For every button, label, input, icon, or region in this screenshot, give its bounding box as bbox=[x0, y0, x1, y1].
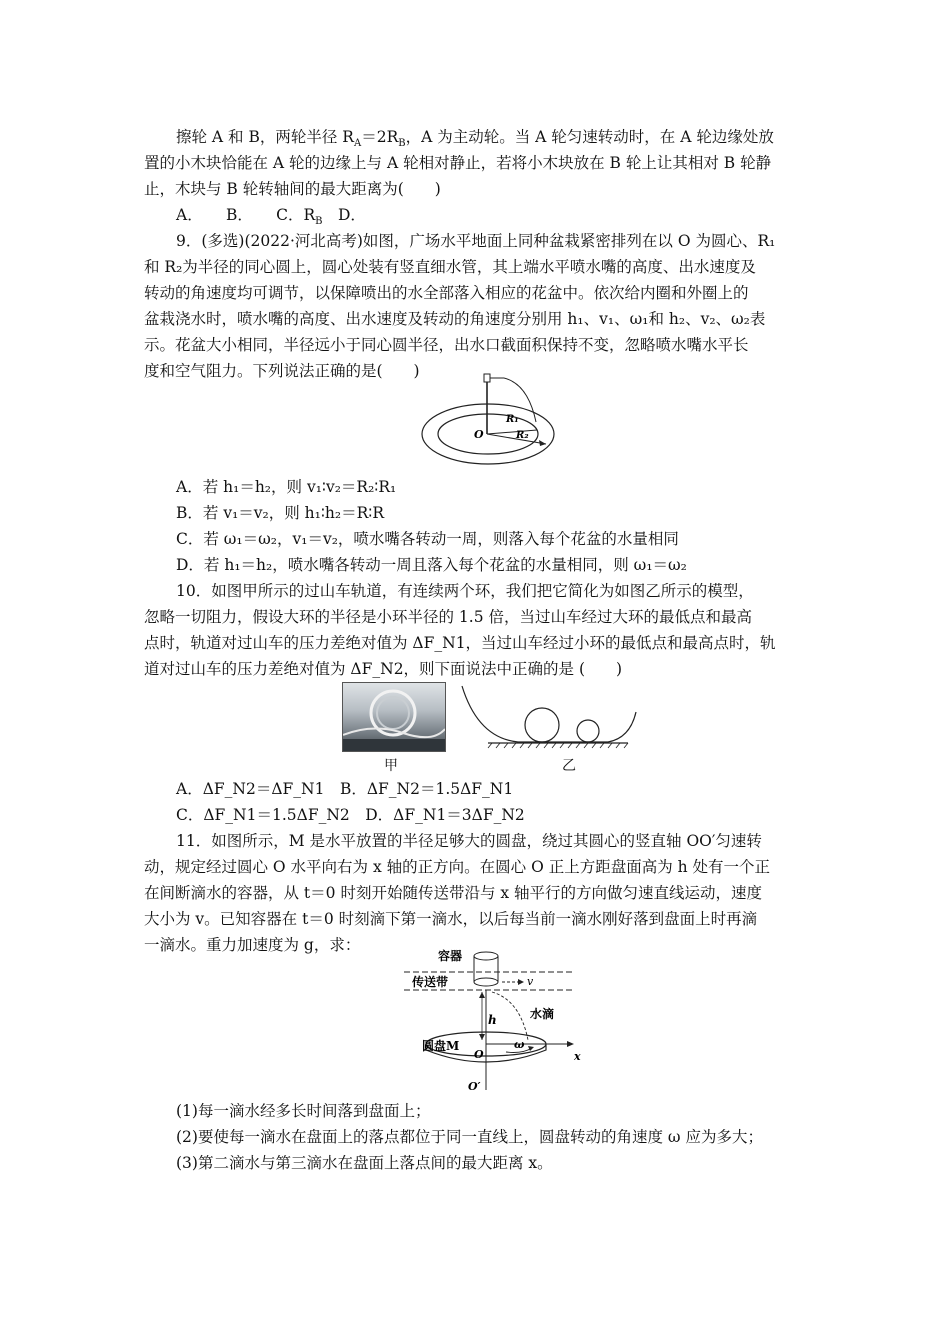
q9-stem-3: 转动的角速度均可调节，以保障喷出的水全部落入相应的花盆中。依次给内圈和外圈上的 bbox=[144, 284, 749, 302]
q8-line-2: 置的小木块恰能在 A 轮的边缘上与 A 轮相对静止，若将小木块放在 B 轮上让其相对 B 轮静 bbox=[144, 154, 772, 172]
q10-stem-1: 10．如图甲所示的过山车轨道，有连续两个环，我们把它简化为如图乙所示的模型， bbox=[176, 582, 754, 600]
q8-line-1: 擦轮 A 和 B，两轮半径 $R_A=2R_B$，A 为主动轮。当 A 轮匀速转动时，在 A 轮边缘处放 bbox=[176, 128, 774, 150]
q11-stem-1: 11．如图所示，M 是水平放置的半径足够大的圆盘，绕过其圆心的竖直轴 OO′匀速转 bbox=[176, 832, 762, 850]
q10-options-cd: C．ΔF_N1＝1.5ΔF_N2 D．ΔF_N1＝3ΔF_N2 bbox=[176, 806, 525, 824]
q10-caption-jia: 甲 bbox=[384, 758, 398, 774]
q10-stem-4: 道对过山车的压力差绝对值为 ΔF_N2，则下面说法中正确的是 ( ) bbox=[144, 660, 623, 678]
q11-stem-4: 大小为 v。已知容器在 t＝0 时刻滴下第一滴水，以后每当前一滴水刚好落到盘面上时再滴 bbox=[144, 910, 758, 928]
q11-part-1: (1)每一滴水经多长时间落到盘面上； bbox=[176, 1102, 431, 1120]
q10-caption-yi: 乙 bbox=[562, 758, 576, 774]
q11-fig-label-container: 容器 bbox=[438, 949, 463, 963]
q9-stem-4: 盆栽浇水时，喷水嘴的高度、出水速度及转动的角速度分别用 h₁、v₁、ω₁和 h₂、v₂、ω₂表 bbox=[144, 310, 766, 328]
q11-fig-label-drop: 水滴 bbox=[530, 1007, 555, 1021]
q9-figure-fountain bbox=[418, 372, 558, 468]
q9-fig-label-r1: R₁ bbox=[506, 414, 519, 425]
q11-fig-label-belt: 传送带 bbox=[412, 975, 449, 989]
q11-figure-disk-container bbox=[402, 944, 588, 1094]
q9-option-c: C．若 ω₁＝ω₂，v₁＝v₂，喷水嘴各转动一周，则落入每个花盆的水量相同 bbox=[176, 530, 679, 548]
q11-stem-2: 动，规定经过圆心 O 水平向右为 x 轴的正方向。在圆心 O 正上方距盘面高为 h 处有一个正 bbox=[144, 858, 771, 876]
q10-stem-2: 忽略一切阻力，假设大环的半径是小环半径的 1.5 倍，当过山车经过大环的最低点和最高 bbox=[144, 608, 753, 626]
q10-figure-loop-model bbox=[458, 682, 638, 756]
q9-option-a: A．若 h₁＝h₂，则 v₁∶v₂＝R₂∶R₁ bbox=[176, 478, 397, 496]
q10-stem-3: 点时，轨道对过山车的压力差绝对值为 ΔF_N1，当过山车经过小环的最低点和最高点时，轨 bbox=[144, 634, 776, 652]
q11-stem-5: 一滴水。重力加速度为 g，求： bbox=[144, 936, 361, 954]
q10-options-ab: A．ΔF_N2＝ΔF_N1 B．ΔF_N2＝1.5ΔF_N1 bbox=[176, 780, 514, 798]
q9-stem-6: 度和空气阻力。下列说法正确的是( ) bbox=[144, 362, 420, 380]
q9-stem-2: 和 R₂为半径的同心圆上，圆心处装有竖直细水管，其上端水平喷水嘴的高度、出水速度及 bbox=[144, 258, 756, 276]
q9-stem-5: 示。花盆大小相同，半径远小于同心圆半径，出水口截面积保持不变，忽略喷水嘴水平长 bbox=[144, 336, 749, 354]
q11-fig-label-h: h bbox=[488, 1013, 497, 1027]
q9-stem-1: 9．(多选)(2022·河北高考)如图，广场水平地面上同种盆栽紧密排列在以 O 为圆心、R₁ bbox=[176, 232, 776, 250]
q11-fig-label-o-prime: O′ bbox=[468, 1080, 481, 1093]
q8-line-3: 止，木块与 B 轮转轴间的最大距离为( ) bbox=[144, 180, 441, 198]
q9-option-b: B．若 v₁＝v₂，则 h₁∶h₂＝R∶R bbox=[176, 504, 384, 522]
q9-option-d: D．若 h₁＝h₂，喷水嘴各转动一周且落入每个花盆的水量相同，则 ω₁＝ω₂ bbox=[176, 556, 687, 574]
q11-fig-label-o: O bbox=[474, 1048, 484, 1061]
roller-coaster-photo-icon bbox=[343, 683, 445, 751]
q11-fig-label-disk: 圆盘M bbox=[422, 1039, 460, 1053]
q11-stem-3: 在间断滴水的容器，从 t＝0 时刻开始随传送带沿与 x 轴平行的方向做匀速直线运动，速度 bbox=[144, 884, 763, 902]
q11-fig-label-x: x bbox=[574, 1050, 581, 1063]
q11-part-2: (2)要使每一滴水在盘面上的落点都位于同一直线上，圆盘转动的角速度 ω 应为多大； bbox=[176, 1128, 763, 1146]
q9-fig-label-o: O bbox=[474, 428, 484, 441]
q11-part-3: (3)第二滴水与第三滴水在盘面上落点间的最大距离 x。 bbox=[176, 1154, 553, 1172]
q11-fig-label-v: v bbox=[527, 975, 534, 988]
q10-photo-roller-coaster bbox=[342, 682, 446, 752]
q8-options: A． B． C．$R_B$ D． bbox=[176, 206, 366, 228]
q11-fig-label-omega: ω bbox=[514, 1038, 525, 1051]
q9-fig-label-r2: R₂ bbox=[516, 430, 529, 441]
